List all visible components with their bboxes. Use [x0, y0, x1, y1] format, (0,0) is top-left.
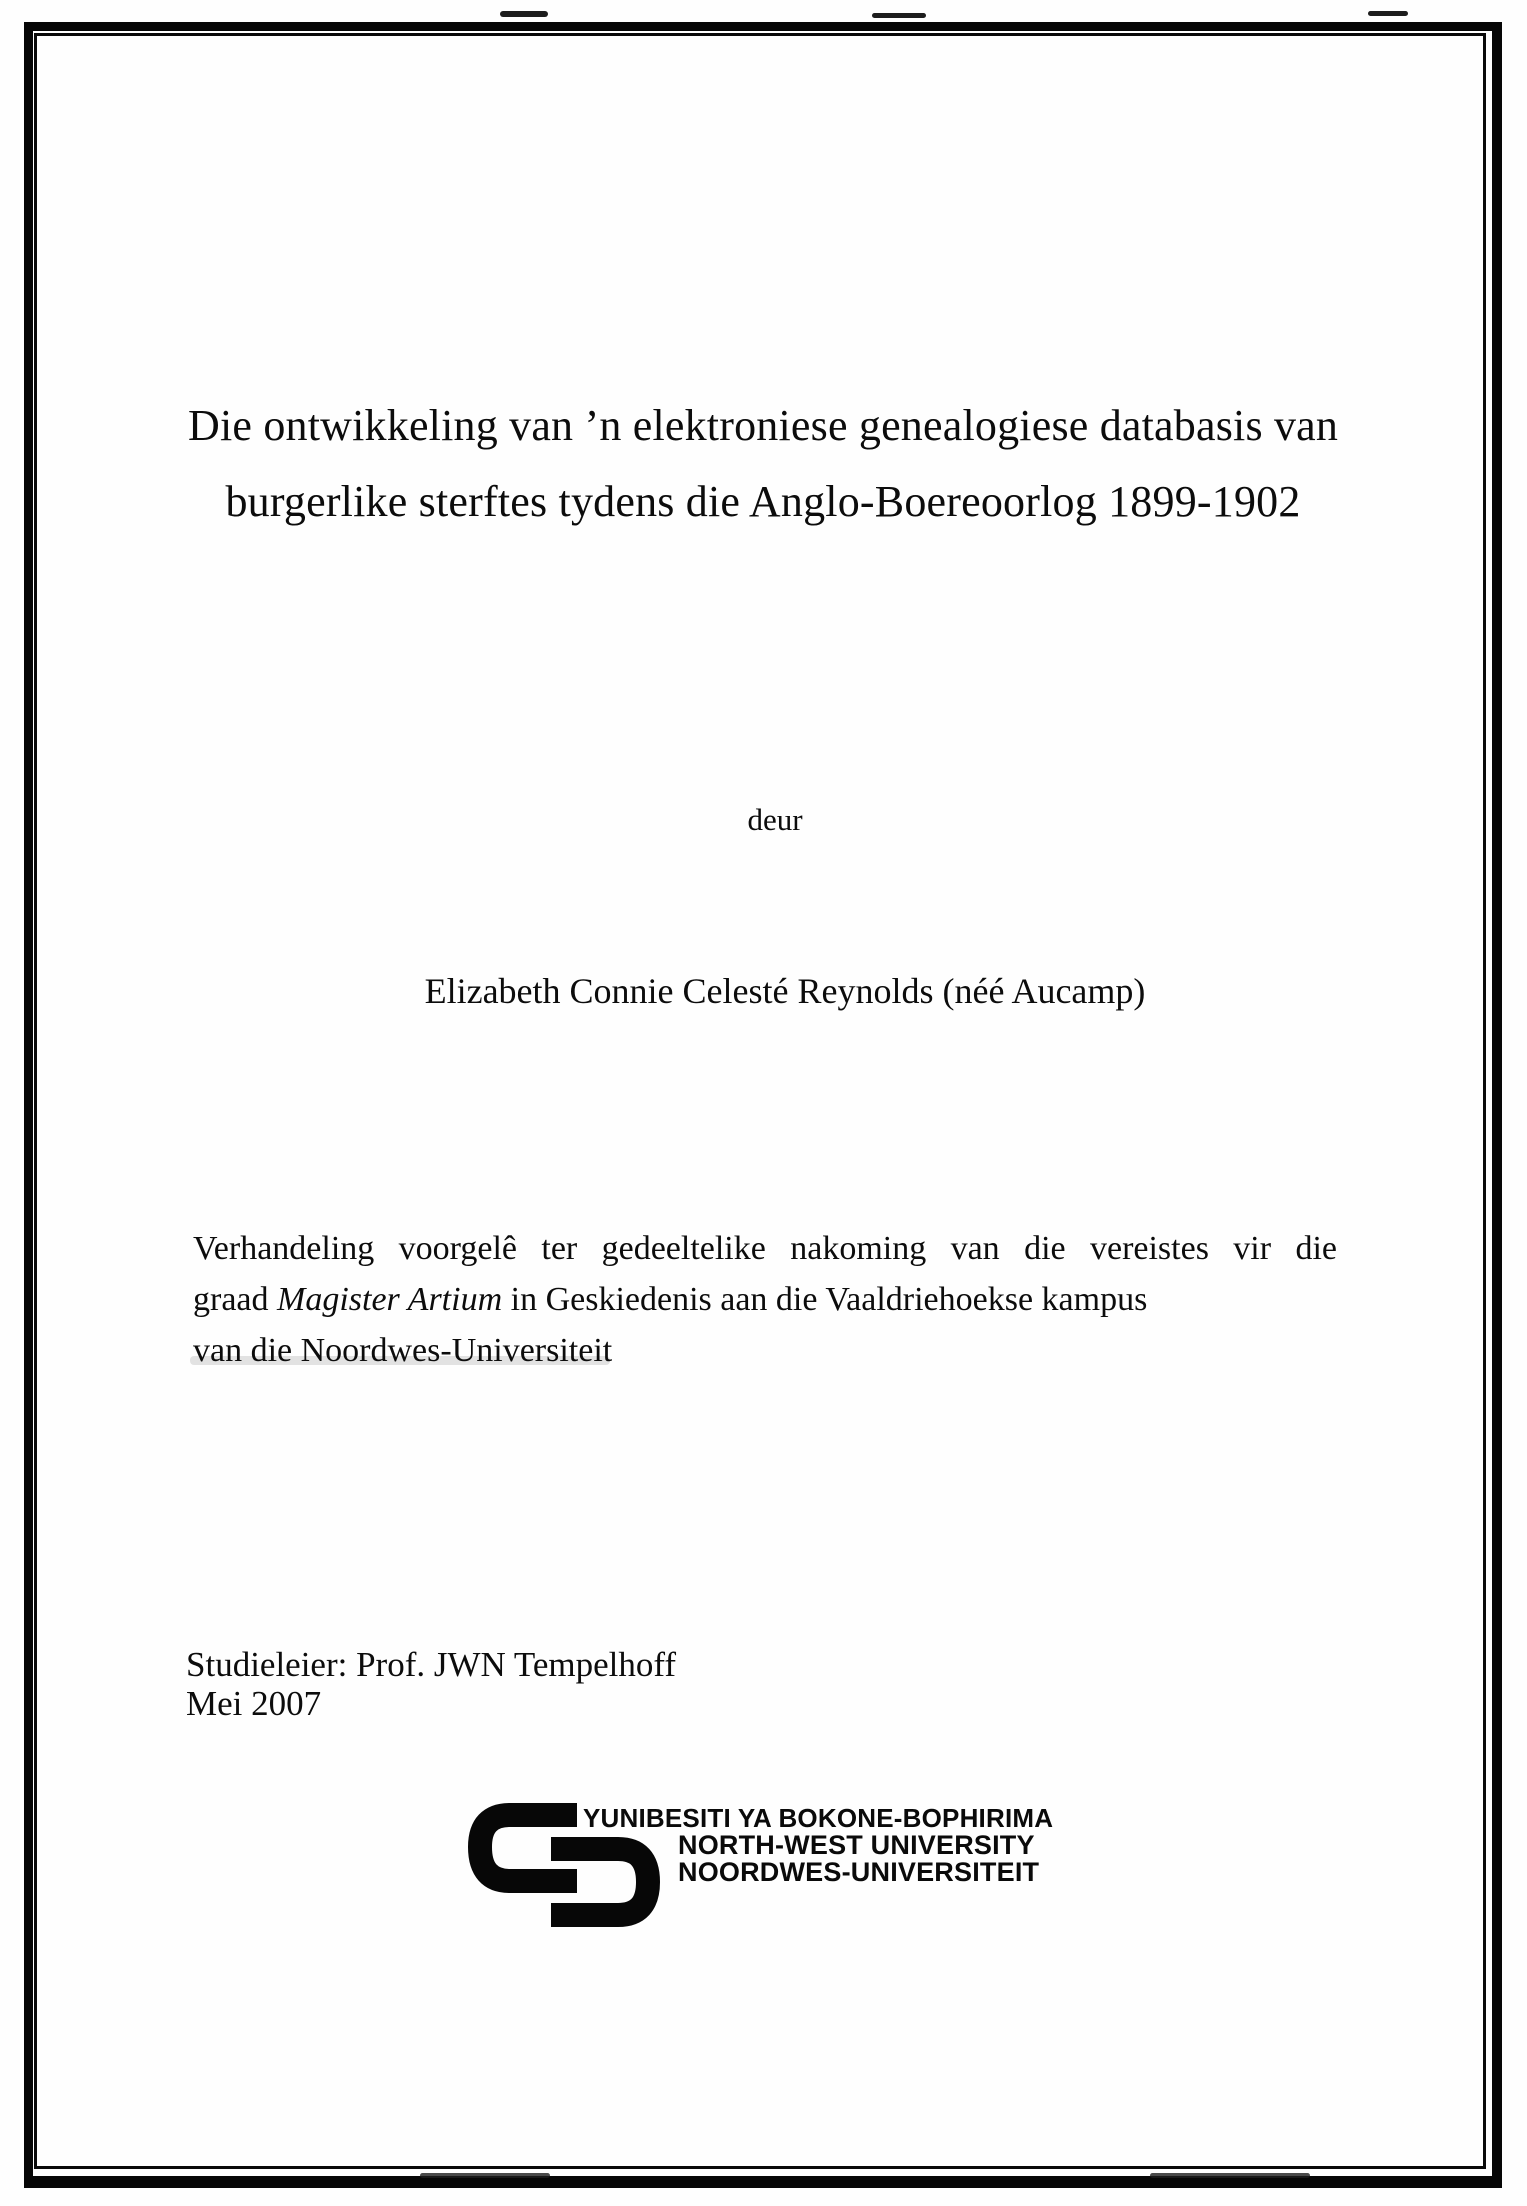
- submission-line3: van die Noordwes-Universiteit: [193, 1332, 613, 1369]
- scan-artifact: [1150, 2173, 1310, 2178]
- scan-artifact: [420, 2173, 550, 2178]
- supervisor-line: Studieleier: Prof. JWN Tempelhoff: [186, 1645, 677, 1684]
- degree-name: Magister Artium: [277, 1281, 503, 1318]
- logo-text-english: NORTH-WEST UNIVERSITY: [678, 1830, 1035, 1860]
- author-name: Elizabeth Connie Celesté Reynolds (néé Aucamp): [424, 971, 1146, 1011]
- submission-line2-prefix: graad: [193, 1281, 278, 1318]
- submission-line2-suffix: in Geskiedenis aan die Vaaldriehoekse kampus: [502, 1281, 1148, 1318]
- thesis-title: [188, 388, 1338, 540]
- byline: deur: [747, 802, 803, 837]
- scan-artifact: [1368, 11, 1408, 16]
- thesis-title-line2: burgerlike sterftes tydens die Anglo-Boereoorlog 1899-1902: [225, 477, 1301, 526]
- submission-line1: Verhandeling voorgelê ter gedeeltelike nakoming van die vereistes vir die: [193, 1230, 1337, 1267]
- logo-text-afrikaans: NOORDWES-UNIVERSITEIT: [678, 1857, 1040, 1887]
- scan-artifact: [500, 11, 548, 17]
- date-line: Mei 2007: [186, 1684, 322, 1723]
- supervisor-block: [186, 1645, 676, 1723]
- thesis-title-line1: Die ontwikkeling van ’n elektroniese genealogiese databasis van: [188, 401, 1339, 450]
- submission-statement: [193, 1223, 1337, 1376]
- logo-text-setswana: YUNIBESITI YA BOKONE-BOPHIRIMA: [583, 1803, 1054, 1833]
- submission-line2: [193, 1274, 1337, 1325]
- scan-artifact: [872, 13, 926, 18]
